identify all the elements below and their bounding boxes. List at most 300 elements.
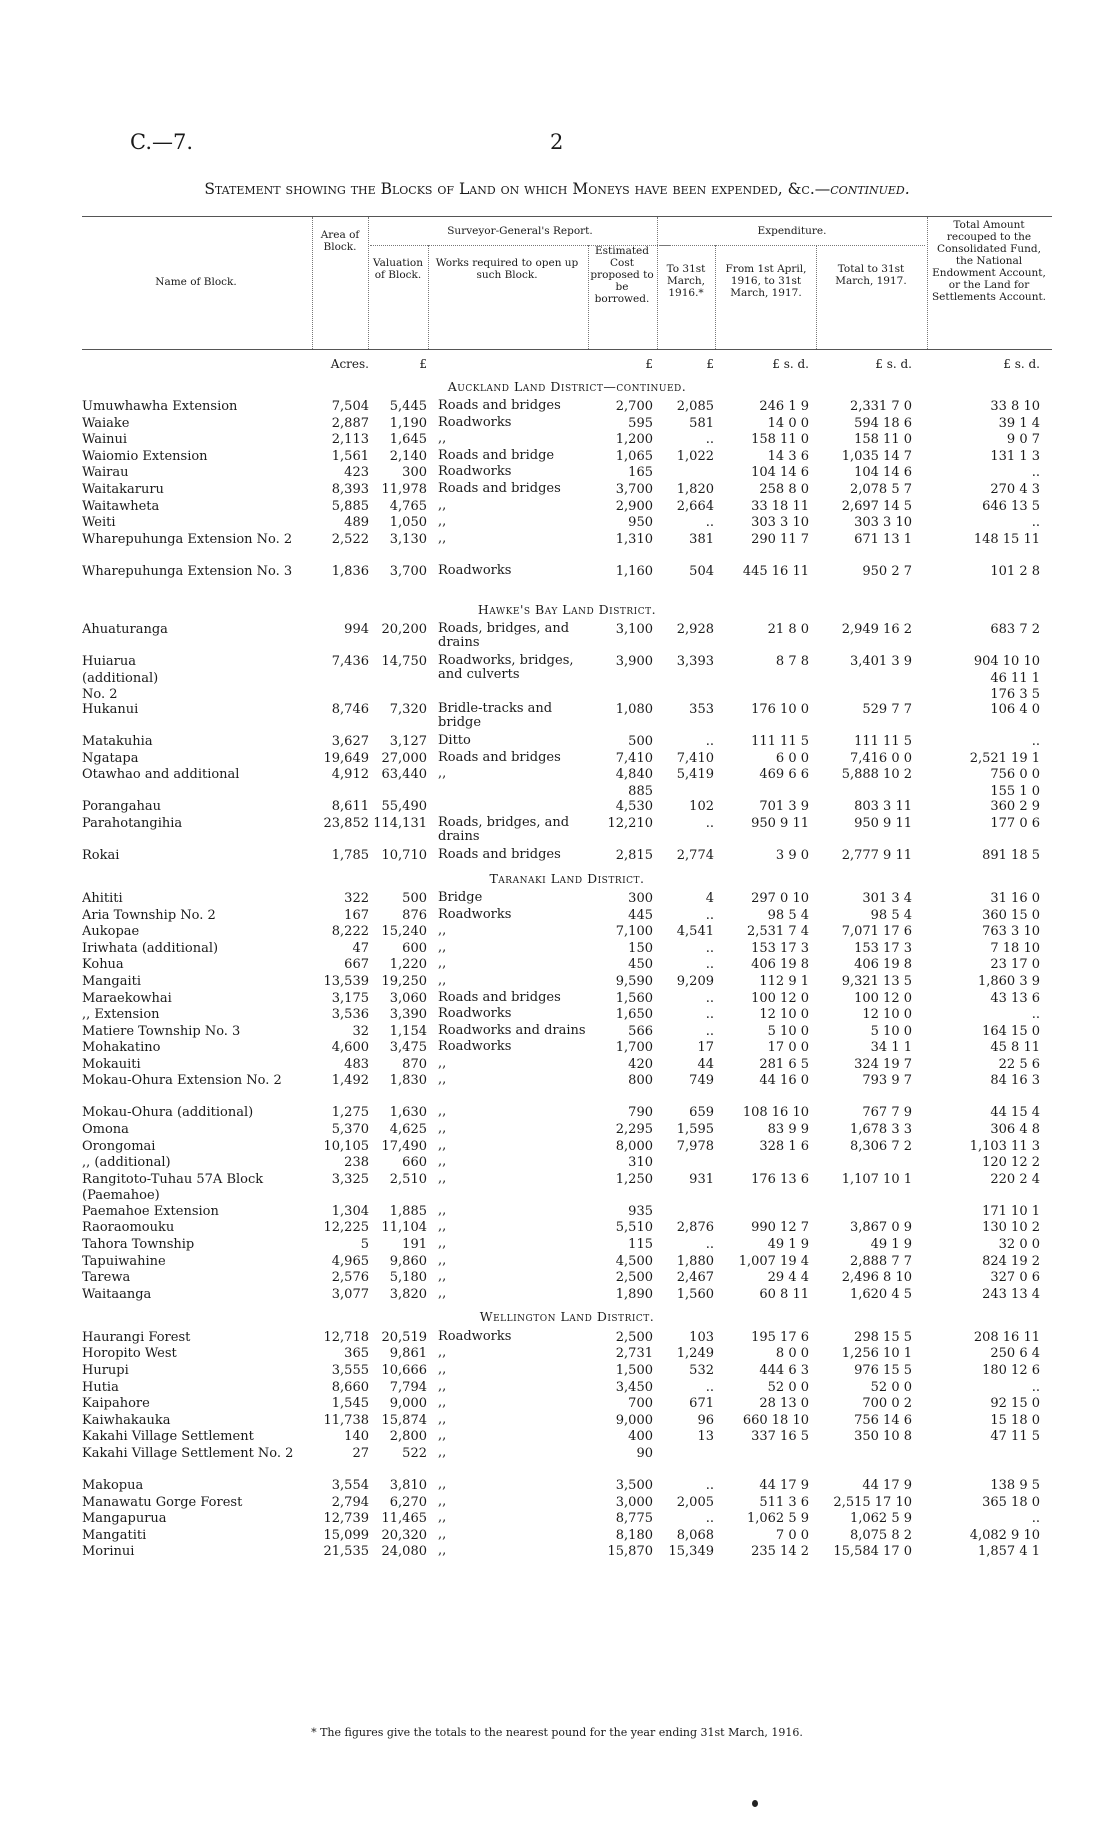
cell-works: ,, bbox=[438, 497, 447, 513]
cell-tot: 529 7 7 bbox=[862, 702, 912, 718]
table-row bbox=[82, 1155, 1052, 1172]
cell-val: 55,490 bbox=[381, 799, 427, 815]
cell-rec: .. bbox=[1031, 734, 1040, 750]
cell-works: Roads and bridges bbox=[438, 398, 561, 413]
cell-area: 32 bbox=[352, 1023, 369, 1039]
table-row bbox=[82, 1429, 1052, 1446]
table-row bbox=[82, 1544, 1052, 1561]
table-row bbox=[82, 515, 1052, 532]
cell-name: Parahotangihia bbox=[82, 815, 183, 831]
cell-to31: 1,820 bbox=[676, 481, 714, 497]
cell-val: 1,050 bbox=[389, 515, 427, 531]
cell-works: ,, bbox=[438, 1411, 447, 1427]
cell-val: 3,390 bbox=[389, 1007, 427, 1023]
cell-name: Ahititi bbox=[82, 890, 123, 906]
page-header bbox=[130, 130, 1010, 160]
cell-val: 10,710 bbox=[381, 847, 427, 863]
table-row bbox=[82, 1396, 1052, 1413]
cell-area: 667 bbox=[344, 957, 369, 973]
table-row bbox=[82, 532, 1052, 564]
cell-val: 20,200 bbox=[381, 622, 427, 638]
cell-to31: 3,393 bbox=[676, 654, 714, 670]
cell-tot: 3,867 0 9 bbox=[849, 1220, 912, 1236]
col-estimated-header: Estimated Cost proposed to be borrowed. bbox=[590, 245, 654, 305]
cell-name: Hukanui bbox=[82, 702, 139, 718]
cell-val: 3,700 bbox=[389, 563, 427, 579]
cell-rec: 164 15 0 bbox=[982, 1023, 1040, 1039]
cell-name: Tapuiwahine bbox=[82, 1253, 166, 1269]
cell-tot: 5,888 10 2 bbox=[841, 767, 912, 783]
cell-tot: 3,401 3 9 bbox=[849, 654, 912, 670]
cell-works: ,, bbox=[438, 956, 447, 972]
cell-area: 1,836 bbox=[331, 563, 369, 579]
cell-rec: 683 7 2 bbox=[990, 622, 1040, 638]
cell-tot: 2,697 14 5 bbox=[841, 498, 912, 514]
cell-tot: 34 1 1 bbox=[870, 1040, 912, 1056]
cell-val: 20,519 bbox=[381, 1329, 427, 1345]
cell-exp: 511 3 6 bbox=[759, 1494, 809, 1510]
cell-val: 4,765 bbox=[389, 498, 427, 514]
cell-name: Orongomai bbox=[82, 1138, 156, 1154]
cell-name: Wharepuhunga Extension No. 2 bbox=[82, 531, 293, 547]
document-code: C.—7. bbox=[130, 130, 194, 154]
col-total-header: Total to 31st March, 1917. bbox=[835, 263, 907, 287]
cell-area: 12,225 bbox=[323, 1220, 369, 1236]
cell-name: Kohua bbox=[82, 957, 124, 973]
cell-works: Roadworks bbox=[438, 464, 512, 480]
cell-exp: 195 17 6 bbox=[751, 1329, 809, 1345]
cell-est: 3,000 bbox=[615, 1494, 653, 1510]
cell-est: 1,500 bbox=[615, 1363, 653, 1378]
cell-rec: 327 0 6 bbox=[990, 1270, 1040, 1286]
table-row bbox=[82, 1040, 1052, 1057]
table-row bbox=[82, 1057, 1052, 1074]
table-row bbox=[82, 1270, 1052, 1287]
cell-exp: 290 11 7 bbox=[751, 531, 809, 547]
cell-val: 191 bbox=[402, 1237, 427, 1253]
table-row bbox=[82, 891, 1052, 908]
cell-to31: 353 bbox=[689, 702, 714, 718]
cell-est: 595 bbox=[628, 415, 653, 431]
table-row bbox=[82, 816, 1052, 848]
cell-rec: 92 15 0 bbox=[990, 1396, 1040, 1412]
cell-area: 23,852 bbox=[323, 815, 369, 831]
unit-est: £ bbox=[645, 357, 653, 371]
footnote: * The figures give the totals to the nearest pound for the year ending 31st March, 1916. bbox=[311, 1726, 803, 1739]
cell-works: Bridle-tracks and bridge bbox=[438, 701, 553, 731]
cell-exp: 303 3 10 bbox=[751, 515, 809, 531]
cell-exp: 6 0 0 bbox=[775, 750, 809, 766]
cell-est: 1,560 bbox=[615, 990, 653, 1006]
cell-area: 12,718 bbox=[323, 1329, 369, 1345]
cell-area: 10,105 bbox=[323, 1138, 369, 1154]
table-row bbox=[82, 432, 1052, 449]
cell-area: 1,785 bbox=[331, 847, 369, 863]
table-row bbox=[82, 1172, 1052, 1204]
cell-name: Mangapurua bbox=[82, 1511, 167, 1527]
cell-est: 700 bbox=[628, 1396, 653, 1412]
cell-name: ,, Extension bbox=[82, 1007, 160, 1023]
table-row bbox=[82, 1330, 1052, 1347]
cell-exp: 12 10 0 bbox=[759, 1007, 809, 1023]
col-area-header: Area of Block. bbox=[320, 229, 360, 253]
cell-area: 8,222 bbox=[331, 924, 369, 940]
cell-rec: 360 15 0 bbox=[982, 907, 1040, 923]
cell-area: 167 bbox=[344, 907, 369, 923]
cell-exp: 406 19 8 bbox=[751, 957, 809, 973]
cell-area: 47 bbox=[352, 940, 369, 956]
cell-exp: 104 14 6 bbox=[751, 465, 809, 481]
cell-exp: 235 14 2 bbox=[751, 1544, 809, 1560]
cell-rec: 306 4 8 bbox=[990, 1122, 1040, 1138]
cell-est: 2,900 bbox=[615, 498, 653, 514]
cell-tot: 950 9 11 bbox=[854, 815, 912, 831]
cell-area: 2,887 bbox=[331, 415, 369, 431]
unit-val: £ bbox=[419, 357, 427, 371]
cell-exp: 176 13 6 bbox=[751, 1171, 809, 1187]
cell-name: Makopua bbox=[82, 1477, 144, 1493]
cell-name: ,, (additional) bbox=[82, 1155, 171, 1171]
cell-exp: 1,062 5 9 bbox=[746, 1511, 809, 1527]
cell-area: 3,627 bbox=[331, 734, 369, 750]
table-row bbox=[82, 1254, 1052, 1271]
cell-to31: .. bbox=[705, 1007, 714, 1023]
cell-est: 500 bbox=[628, 734, 653, 750]
cell-rec: 1,857 4 1 bbox=[977, 1544, 1040, 1560]
cell-val: 9,860 bbox=[389, 1253, 427, 1269]
cell-works: Roadworks and drains bbox=[438, 1022, 586, 1038]
district-heading: Wellington Land District. bbox=[479, 1309, 655, 1325]
cell-tot: 7,071 17 6 bbox=[841, 924, 912, 940]
cell-val: 300 bbox=[402, 465, 427, 481]
cell-works: Ditto bbox=[438, 733, 471, 749]
table-row bbox=[82, 449, 1052, 466]
cell-tot: 671 13 1 bbox=[854, 531, 912, 547]
cell-to31: 1,022 bbox=[676, 448, 714, 464]
cell-name: Wairau bbox=[82, 465, 129, 481]
table-row bbox=[82, 767, 1052, 799]
cell-exp: 33 18 11 bbox=[751, 498, 809, 514]
cell-rec: 22 5 6 bbox=[998, 1056, 1040, 1072]
cell-tot: 49 1 9 bbox=[870, 1237, 912, 1253]
cell-tot: 950 2 7 bbox=[862, 563, 912, 579]
cell-est: 115 bbox=[628, 1237, 653, 1253]
cell-rec: 138 9 5 bbox=[990, 1477, 1040, 1493]
table-row bbox=[82, 1220, 1052, 1237]
cell-name: Wainui bbox=[82, 432, 128, 448]
cell-to31: .. bbox=[705, 1023, 714, 1039]
cell-val: 1,645 bbox=[389, 432, 427, 448]
cell-rec: .. bbox=[1031, 1379, 1040, 1395]
cell-tot: 793 9 7 bbox=[862, 1073, 912, 1089]
table-row bbox=[82, 957, 1052, 974]
cell-to31: 659 bbox=[689, 1105, 714, 1121]
cell-exp: 153 17 3 bbox=[751, 940, 809, 956]
cell-works: Bridge bbox=[438, 889, 483, 905]
cell-exp: 1,007 19 4 bbox=[738, 1253, 809, 1269]
title-continued: continued. bbox=[830, 180, 910, 198]
cell-val: 11,104 bbox=[381, 1220, 427, 1236]
cell-rec: 171 10 1 bbox=[982, 1203, 1040, 1219]
cell-est: 1,250 bbox=[615, 1171, 653, 1187]
cell-area: 13,539 bbox=[323, 973, 369, 989]
cell-works: Roads and bridges bbox=[438, 749, 561, 765]
table-row bbox=[82, 1413, 1052, 1430]
cell-rec: 84 16 3 bbox=[990, 1073, 1040, 1089]
cell-area: 365 bbox=[344, 1346, 369, 1362]
cell-est: 9,590 bbox=[615, 973, 653, 989]
table-row bbox=[82, 1363, 1052, 1380]
cell-tot: 2,515 17 10 bbox=[833, 1494, 912, 1510]
cell-rec: 824 19 2 bbox=[982, 1253, 1040, 1269]
table-row bbox=[82, 1204, 1052, 1221]
cell-rec: 131 1 3 bbox=[990, 448, 1040, 464]
cell-est: 3,500 bbox=[615, 1477, 653, 1493]
cell-val: 3,820 bbox=[389, 1286, 427, 1302]
district-heading: Hawke's Bay Land District. bbox=[477, 601, 657, 617]
cell-val: 3,810 bbox=[389, 1477, 427, 1493]
table-row bbox=[82, 924, 1052, 941]
cell-val: 15,240 bbox=[381, 924, 427, 940]
cell-name: Huiarua (additional) No. 2 bbox=[82, 654, 159, 702]
cell-name: Maraekowhai bbox=[82, 990, 172, 1006]
cell-name: Otawhao and additional bbox=[82, 767, 240, 783]
cell-est: 1,310 bbox=[615, 531, 653, 547]
cell-exp: 2,531 7 4 bbox=[746, 924, 809, 940]
cell-works: Roadworks bbox=[438, 414, 512, 430]
col-from1-header: From 1st April, 1916, to 31st March, 1917. bbox=[725, 263, 807, 299]
cell-area: 3,077 bbox=[331, 1286, 369, 1302]
cell-works: Roads, bridges, and drains bbox=[438, 621, 570, 651]
unit-to31: £ bbox=[706, 357, 714, 371]
cell-works: ,, bbox=[438, 1428, 447, 1444]
cell-name: Horopito West bbox=[82, 1346, 177, 1362]
cell-name: Tahora Township bbox=[82, 1237, 195, 1253]
cell-name: Raoraomouku bbox=[82, 1220, 175, 1236]
cell-tot: 700 0 2 bbox=[862, 1396, 912, 1412]
cell-works: ,, bbox=[438, 1543, 447, 1559]
cell-exp: 5 10 0 bbox=[767, 1023, 809, 1039]
cell-tot: 803 3 11 bbox=[854, 799, 912, 815]
cell-area: 238 bbox=[344, 1155, 369, 1171]
table-row bbox=[82, 751, 1052, 768]
cell-to31: 44 bbox=[697, 1056, 714, 1072]
cell-to31: .. bbox=[705, 1379, 714, 1395]
cell-est: 2,500 bbox=[615, 1329, 653, 1345]
cell-area: 5,370 bbox=[331, 1122, 369, 1138]
cell-tot: 406 19 8 bbox=[854, 957, 912, 973]
cell-tot: 298 15 5 bbox=[854, 1329, 912, 1345]
cell-name: Ahuaturanga bbox=[82, 622, 168, 638]
cell-est: 3,450 bbox=[615, 1379, 653, 1395]
cell-tot: 111 11 5 bbox=[854, 734, 912, 750]
cell-tot: 1,062 5 9 bbox=[849, 1511, 912, 1527]
cell-exp: 701 3 9 bbox=[759, 799, 809, 815]
cell-rec: .. bbox=[1031, 465, 1040, 481]
cell-to31: 102 bbox=[689, 799, 714, 815]
expenditure-header: Expenditure. bbox=[757, 225, 827, 237]
cell-val: 11,465 bbox=[381, 1511, 427, 1527]
cell-area: 3,325 bbox=[331, 1171, 369, 1187]
cell-works: ,, bbox=[438, 431, 447, 447]
cell-est: 3,100 bbox=[615, 622, 653, 638]
cell-rec: 2,521 19 1 bbox=[969, 750, 1040, 766]
cell-works: ,, bbox=[438, 1526, 447, 1542]
cell-val: 1,830 bbox=[389, 1073, 427, 1089]
col-works-header: Works required to open up such Block. bbox=[435, 257, 579, 281]
cell-exp: 158 11 0 bbox=[751, 432, 809, 448]
table-row bbox=[82, 1446, 1052, 1478]
cell-area: 15,099 bbox=[323, 1527, 369, 1543]
cell-name: Mokau-Ohura (additional) bbox=[82, 1105, 254, 1121]
cell-val: 11,978 bbox=[381, 481, 427, 497]
cell-to31: .. bbox=[705, 1511, 714, 1527]
cell-val: 24,080 bbox=[381, 1544, 427, 1560]
cell-works: ,, bbox=[438, 1121, 447, 1137]
cell-works: ,, bbox=[438, 1510, 447, 1526]
cell-to31: 381 bbox=[689, 531, 714, 547]
cell-tot: 98 5 4 bbox=[870, 907, 912, 923]
cell-name: Waitaanga bbox=[82, 1286, 152, 1302]
cell-name: Manawatu Gorge Forest bbox=[82, 1494, 243, 1510]
cell-name: Paemahoe Extension bbox=[82, 1203, 219, 1219]
cell-rec: 31 16 0 bbox=[990, 890, 1040, 906]
cell-val: 660 bbox=[402, 1155, 427, 1171]
cell-est: 3,900 bbox=[615, 654, 653, 670]
cell-val: 1,190 bbox=[389, 415, 427, 431]
cell-works: ,, bbox=[438, 514, 447, 530]
cell-rec: 120 12 2 bbox=[982, 1155, 1040, 1171]
cell-exp: 469 6 6 bbox=[759, 767, 809, 783]
cell-rec: 270 4 3 bbox=[990, 481, 1040, 497]
cell-works: ,, bbox=[438, 530, 447, 546]
cell-val: 14,750 bbox=[381, 654, 427, 670]
table-row bbox=[82, 1237, 1052, 1254]
table-row bbox=[82, 465, 1052, 482]
cell-tot: 15,584 17 0 bbox=[833, 1544, 912, 1560]
cell-tot: 7,416 0 0 bbox=[849, 750, 912, 766]
cell-exp: 28 13 0 bbox=[759, 1396, 809, 1412]
cell-rec: 32 0 0 bbox=[998, 1237, 1040, 1253]
cell-to31: .. bbox=[705, 432, 714, 448]
cell-works: ,, bbox=[438, 1236, 447, 1252]
cell-tot: 44 17 9 bbox=[862, 1477, 912, 1493]
cell-tot: 594 18 6 bbox=[854, 415, 912, 431]
cell-name: Aria Township No. 2 bbox=[82, 907, 216, 923]
cell-rec: 15 18 0 bbox=[990, 1412, 1040, 1428]
cell-exp: 21 8 0 bbox=[767, 622, 809, 638]
table-row bbox=[82, 991, 1052, 1008]
cell-exp: 112 9 1 bbox=[759, 973, 809, 989]
table-row bbox=[82, 1346, 1052, 1363]
cell-est: 7,100 bbox=[615, 924, 653, 940]
cell-works: ,, bbox=[438, 1104, 447, 1120]
cell-area: 2,522 bbox=[331, 531, 369, 547]
table-body bbox=[82, 352, 1052, 1561]
cell-works: ,, bbox=[438, 939, 447, 955]
cell-works: Roadworks, bridges, and culverts bbox=[438, 653, 574, 683]
page-dot bbox=[752, 1800, 758, 1807]
table-row bbox=[82, 1478, 1052, 1495]
cell-est: 1,650 bbox=[615, 1007, 653, 1023]
cell-works: Roads, bridges, and drains bbox=[438, 814, 570, 844]
cell-name: Umuwhawha Extension bbox=[82, 399, 238, 414]
cell-name: Mohakatino bbox=[82, 1040, 161, 1056]
col-to31-header: To 31st March, 1916.* bbox=[666, 263, 706, 299]
cell-est: 445 bbox=[628, 907, 653, 923]
cell-to31: 532 bbox=[689, 1363, 714, 1378]
cell-works: Roads and bridge bbox=[438, 447, 555, 463]
cell-area: 1,545 bbox=[331, 1396, 369, 1412]
cell-exp: 111 11 5 bbox=[751, 734, 809, 750]
cell-rec: 130 10 2 bbox=[982, 1220, 1040, 1236]
cell-rec: 101 2 8 bbox=[990, 563, 1040, 579]
cell-works: Roadworks bbox=[438, 1039, 512, 1055]
title-text: Statement showing the Blocks of Land on which Moneys have been expended, &c.— bbox=[204, 180, 831, 198]
cell-val: 870 bbox=[402, 1056, 427, 1072]
cell-works: Roads and bridges bbox=[438, 480, 561, 496]
cell-tot: 52 0 0 bbox=[870, 1379, 912, 1395]
cell-val: 5,180 bbox=[389, 1270, 427, 1286]
cell-to31: .. bbox=[705, 815, 714, 831]
cell-tot: 158 11 0 bbox=[854, 432, 912, 448]
cell-tot: 2,331 7 0 bbox=[849, 399, 912, 414]
cell-exp: 98 5 4 bbox=[767, 907, 809, 923]
cell-name: Weiti bbox=[82, 515, 116, 531]
cell-to31: .. bbox=[705, 907, 714, 923]
cell-rec: 1,860 3 9 bbox=[977, 973, 1040, 989]
table-row bbox=[82, 416, 1052, 433]
cell-est: 90 bbox=[636, 1445, 653, 1461]
table-row bbox=[82, 702, 1052, 734]
cell-works: Roads and bridges bbox=[438, 989, 561, 1005]
cell-val: 17,490 bbox=[381, 1138, 427, 1154]
cell-works: ,, bbox=[438, 1072, 447, 1088]
cell-rec: 148 15 11 bbox=[973, 531, 1040, 547]
cell-tot: 100 12 0 bbox=[854, 990, 912, 1006]
cell-rec: 1,103 11 3 bbox=[969, 1138, 1040, 1154]
cell-rec: 891 18 5 bbox=[982, 847, 1040, 863]
cell-to31: 2,467 bbox=[676, 1270, 714, 1286]
cell-area: 11,738 bbox=[323, 1412, 369, 1428]
cell-area: 2,576 bbox=[331, 1270, 369, 1286]
table-row bbox=[82, 564, 1052, 596]
cell-area: 3,175 bbox=[331, 990, 369, 1006]
table-row bbox=[82, 499, 1052, 516]
cell-est: 2,700 bbox=[615, 399, 653, 414]
cell-est: 8,000 bbox=[615, 1138, 653, 1154]
cell-est: 1,700 bbox=[615, 1040, 653, 1056]
cell-to31: .. bbox=[705, 1477, 714, 1493]
cell-name: Mokau-Ohura Extension No. 2 bbox=[82, 1073, 282, 1089]
cell-rec: 47 11 5 bbox=[990, 1429, 1040, 1445]
unit-tot: £ s. d. bbox=[875, 357, 912, 371]
cell-name: Waitawheta bbox=[82, 498, 160, 514]
cell-tot: 301 3 4 bbox=[862, 890, 912, 906]
cell-exp: 108 16 10 bbox=[742, 1105, 809, 1121]
cell-val: 9,861 bbox=[389, 1346, 427, 1362]
table-row bbox=[82, 1007, 1052, 1024]
cell-tot: 9,321 13 5 bbox=[841, 973, 912, 989]
cell-to31: 9,209 bbox=[676, 973, 714, 989]
cell-est: 3,700 bbox=[615, 481, 653, 497]
cell-area: 4,912 bbox=[331, 767, 369, 783]
cell-exp: 950 9 11 bbox=[751, 815, 809, 831]
cell-to31: 96 bbox=[697, 1412, 714, 1428]
cell-area: 3,555 bbox=[331, 1363, 369, 1378]
cell-works: Roadworks bbox=[438, 1328, 512, 1344]
cell-tot: 8,075 8 2 bbox=[849, 1527, 912, 1543]
